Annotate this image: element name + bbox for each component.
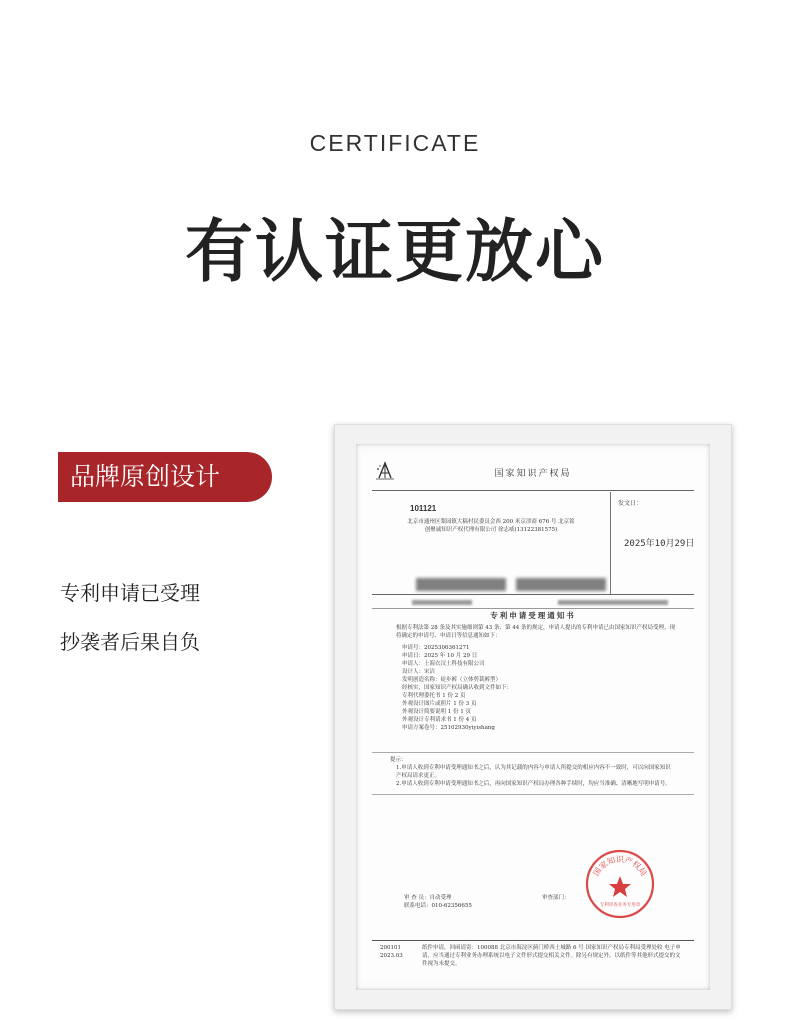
notice-fields: [402, 644, 662, 732]
certificate-frame: [334, 424, 732, 1010]
rule-footer: [372, 940, 694, 941]
notice-intro: 根据专利法第 28 条及其实施细则第 43 条、第 44 条的规定，申请人提出的专利申请已由国家知识产权局受理。现将确定的申请号、申请日等信息通知如下：: [396, 625, 675, 639]
rule-vertical: [610, 492, 611, 594]
field-line: 专利代理委托书 1 份 2 页: [402, 693, 466, 699]
examiner: 审 查 员：自动受理: [404, 895, 452, 901]
tip-item: 2.申请人收到专利申请受理通知书之后，再向国家知识产权局办理各种手续时，均应当准确、清晰地写明申请号。: [396, 781, 671, 787]
redacted-line-2: [558, 600, 668, 605]
field-line: 外观设计专利请求书 1 份 4 页: [402, 717, 477, 723]
field-line: 申请日：2025 年 10 月 29 日: [402, 653, 478, 659]
main-headline: 有认证更放心: [184, 213, 605, 292]
rule-top: [372, 490, 694, 491]
recipient-address: 北京市通州区梨园镇大稿村民委员会西 200 米京津商 676 号 北京铭创聚诚知识产权代理有限公司 徐志威(13122381575): [407, 519, 575, 533]
office-name: 国家知识产权局: [494, 469, 572, 479]
svg-text:国家知识产权局: 国家知识产权局: [591, 855, 649, 878]
rule-tips-end: [372, 794, 694, 795]
field-line: 外观设计简要说明 1 份 1 页: [402, 709, 471, 715]
redacted-line-1: [412, 600, 472, 605]
eyebrow-title: CERTIFICATE: [309, 130, 481, 156]
footer-code: 200101 2023.03: [380, 945, 403, 959]
mail-code: 101121: [410, 504, 437, 513]
redacted-barcode-1: [416, 578, 506, 591]
tip-item: 1.申请人收到专利申请受理通知书之后，认为其记载的内容与申请人所提交的相应内容不一致时，可以向国家知识产权局请求更正。: [396, 765, 671, 779]
rule-tips: [372, 752, 694, 753]
point-patent-accepted: 专利申请已受理: [60, 581, 200, 605]
ribbon-label: 品牌原创设计: [70, 462, 221, 491]
stamp-dept-label: 审查部门：: [542, 895, 570, 901]
examiner-block: [404, 894, 472, 910]
field-line: 设计人：宋洁: [402, 669, 436, 675]
brand-ribbon: [58, 452, 272, 502]
svg-text:专利审查业务专用章: 专利审查业务专用章: [599, 903, 641, 908]
frame-mat: [356, 444, 710, 990]
notice-title: 专利申请受理通知书: [490, 611, 576, 620]
phone: 联系电话：010-62356655: [404, 903, 472, 909]
official-seal-icon: [584, 848, 656, 920]
field-line: 发明创造名称：徒步裤（立体剪裁裤型）: [402, 677, 502, 683]
issue-date: 2025年10月29日: [624, 539, 695, 549]
tips-list: [396, 764, 674, 788]
rule-notice: [372, 608, 694, 609]
field-line: 申请方案卷号：25102930yiyishang: [402, 725, 495, 731]
issue-date-label: 发文日：: [618, 500, 643, 507]
redacted-barcode-2: [516, 578, 606, 591]
field-line: 外观设计图片或照片 1 份 3 页: [402, 701, 477, 707]
field-line: 申请人：上海衣汉土科技有限公司: [402, 661, 485, 667]
footer-note: 纸件申请，回函请寄：100088 北京市海淀区蓟门桥西土城路 6 号 国家知识产权局专利局受理处收 电子申请，应当通过专利业务办理系统以电子文件形式提交相关文件。除另有规定外，以纸件等其他形式提交的文件视为未提交。: [422, 945, 681, 967]
field-line: 申请号：2025306361271: [402, 645, 470, 651]
rule-mid: [372, 594, 694, 595]
field-line: 经核实，国家知识产权局确认收到文件如下：: [402, 685, 513, 691]
patent-notice-document: [362, 454, 704, 980]
point-copy-warning: 抄袭者后果自负: [60, 630, 200, 654]
tips-label: 提示：: [390, 757, 407, 763]
